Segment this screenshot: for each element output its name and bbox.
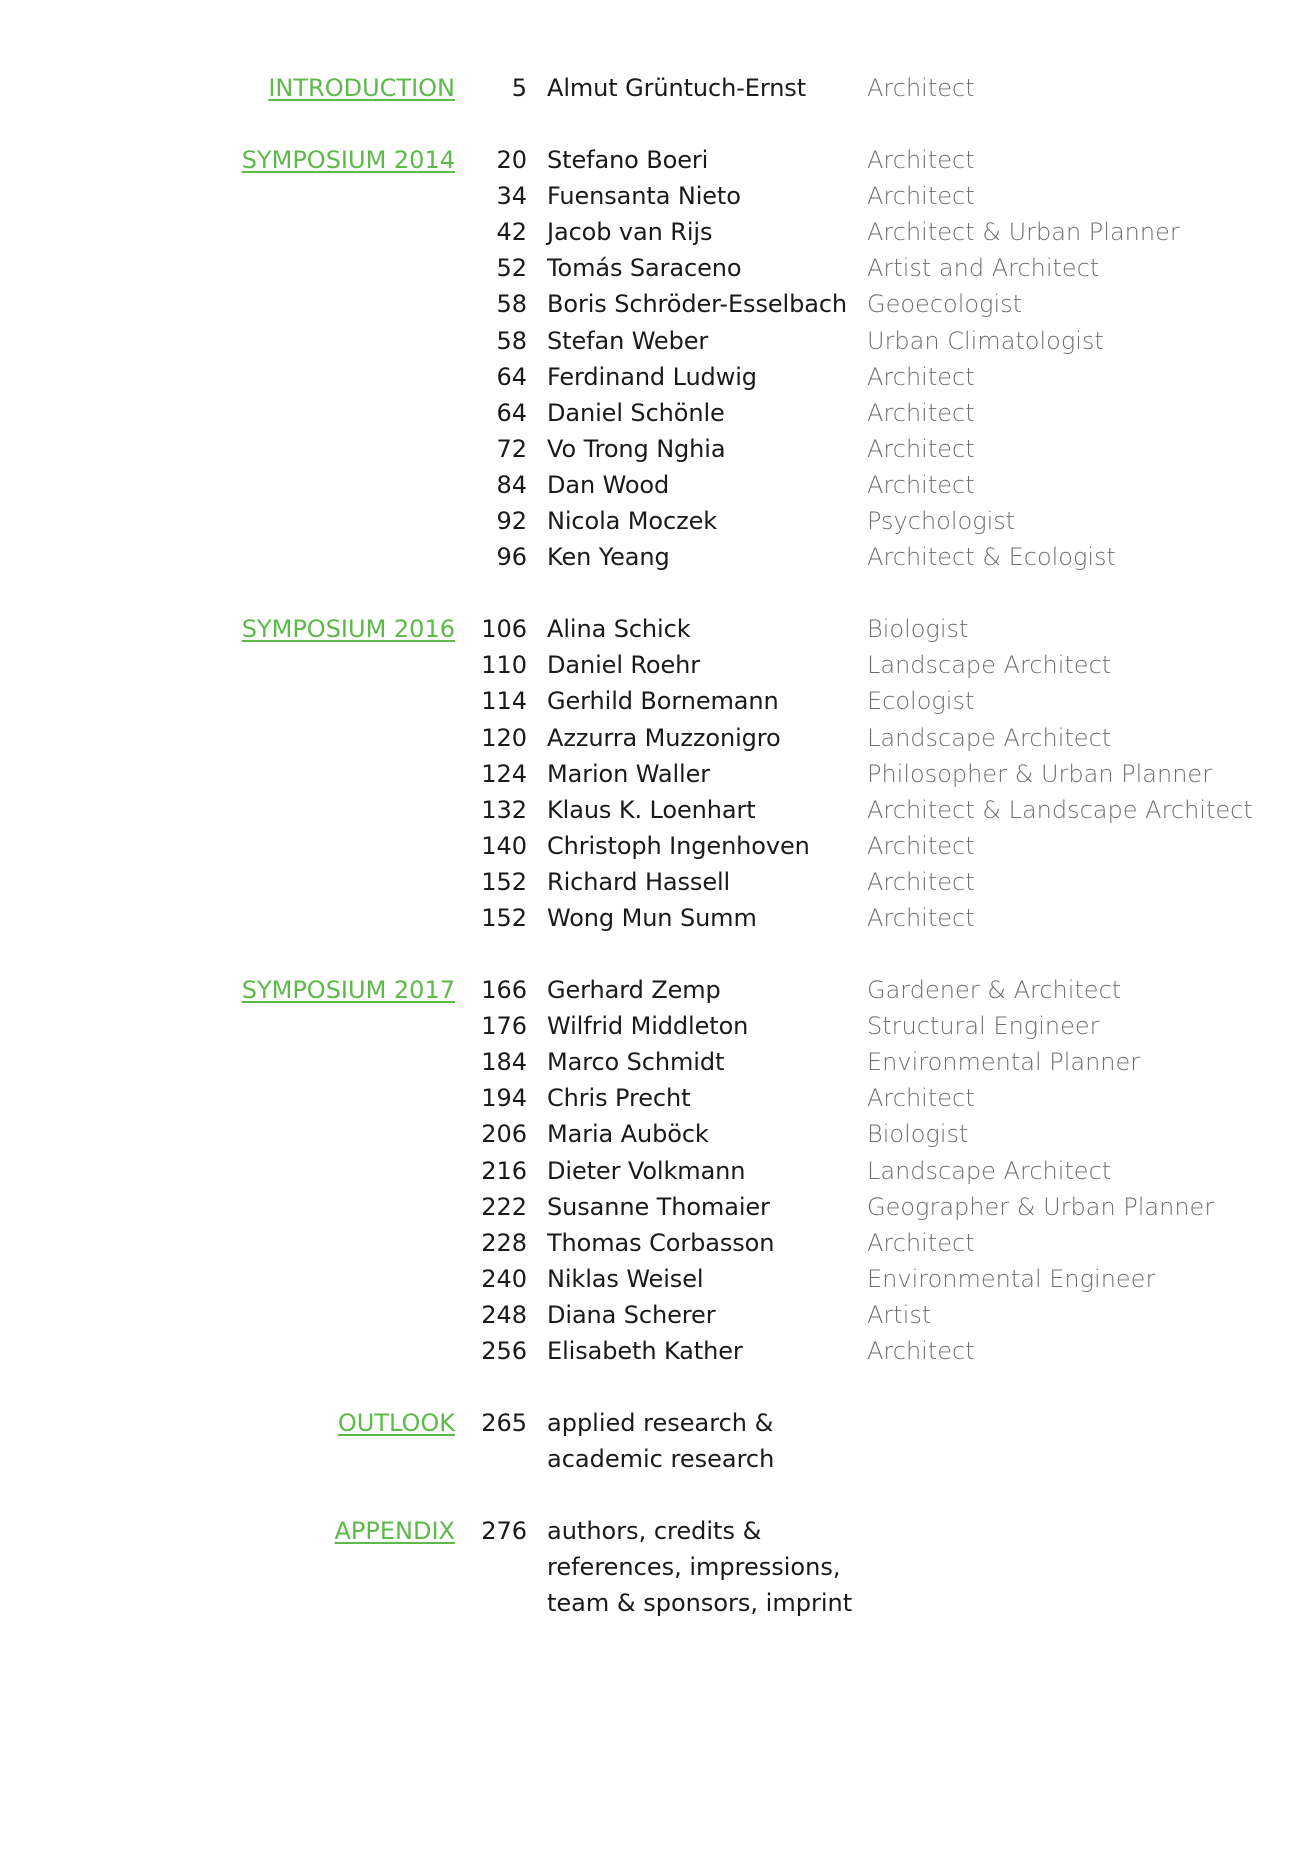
contributor-name: Chris Precht bbox=[547, 1084, 691, 1113]
toc-entry[interactable] bbox=[0, 756, 1300, 792]
contributor-name: Christoph Ingenhoven bbox=[547, 831, 810, 860]
page-number: 124 bbox=[481, 759, 527, 788]
page-number: 152 bbox=[481, 903, 527, 932]
toc-entry[interactable] bbox=[0, 1405, 1300, 1477]
page-number: 110 bbox=[481, 651, 527, 680]
contributor-name: Wilfrid Middleton bbox=[547, 1012, 749, 1041]
section-description-line: references, impressions, bbox=[547, 1553, 841, 1582]
contributor-role: Geoecologist bbox=[867, 290, 1023, 319]
page-number: 96 bbox=[496, 543, 527, 572]
toc-entry[interactable] bbox=[0, 1225, 1300, 1261]
contributor-name: Gerhild Bornemann bbox=[547, 687, 779, 716]
page-number: 20 bbox=[496, 146, 527, 175]
contributor-name: Tomás Saraceno bbox=[547, 254, 742, 283]
toc-entry[interactable] bbox=[0, 1189, 1300, 1225]
contributor-name: Nicola Moczek bbox=[547, 507, 718, 536]
contributor-role: Architect & Landscape Architect bbox=[867, 795, 1253, 824]
contributor-role: Architect & Urban Planner bbox=[867, 218, 1180, 247]
contributor-name: Niklas Weisel bbox=[547, 1264, 704, 1293]
page-number: 256 bbox=[481, 1337, 527, 1365]
contributor-role: Landscape Architect bbox=[867, 1156, 1112, 1185]
page-number: 52 bbox=[496, 254, 527, 283]
page-number: 248 bbox=[481, 1300, 527, 1329]
toc-section-outlook bbox=[0, 1405, 1300, 1477]
contributor-role: Environmental Planner bbox=[867, 1048, 1141, 1077]
page-number: 114 bbox=[481, 687, 527, 716]
page-number: 132 bbox=[481, 795, 527, 824]
toc-entry[interactable] bbox=[0, 250, 1300, 286]
section-title-link[interactable]: OUTLOOK bbox=[337, 1409, 455, 1438]
toc-entry[interactable] bbox=[0, 1116, 1300, 1152]
page-number: 240 bbox=[481, 1264, 527, 1293]
page-number: 216 bbox=[481, 1156, 527, 1185]
page-number: 194 bbox=[481, 1084, 527, 1113]
contributor-role: Architect bbox=[867, 146, 975, 175]
contributor-role: Architect bbox=[867, 831, 975, 860]
contributor-name: Gerhard Zemp bbox=[547, 976, 721, 1005]
page-number: 58 bbox=[496, 326, 527, 355]
section-description-line: applied research & bbox=[547, 1409, 774, 1438]
contributor-role: Philosopher & Urban Planner bbox=[867, 759, 1213, 788]
contributor-role: Gardener & Architect bbox=[867, 976, 1122, 1005]
contributor-name: Azzurra Muzzonigro bbox=[547, 723, 781, 752]
toc-entry[interactable] bbox=[0, 792, 1300, 828]
page-number: 166 bbox=[481, 976, 527, 1005]
toc-entry[interactable] bbox=[0, 503, 1300, 539]
contributor-role: Architect bbox=[867, 398, 975, 427]
contributor-name: Susanne Thomaier bbox=[547, 1192, 770, 1221]
contributor-role: Psychologist bbox=[867, 507, 1016, 536]
contributor-name: Elisabeth Kather bbox=[547, 1337, 743, 1365]
section-description-line: team & sponsors, imprint bbox=[547, 1589, 853, 1618]
contributor-role: Structural Engineer bbox=[867, 1012, 1100, 1041]
toc-entry[interactable] bbox=[0, 1044, 1300, 1080]
contributor-name: Dieter Volkmann bbox=[547, 1156, 746, 1185]
toc-entry[interactable] bbox=[0, 1333, 1300, 1369]
toc-entry[interactable] bbox=[0, 864, 1300, 900]
page-number: 106 bbox=[481, 615, 527, 644]
page-number: 222 bbox=[481, 1192, 527, 1221]
contributor-role: Architect bbox=[867, 470, 975, 499]
toc-entry[interactable] bbox=[0, 1080, 1300, 1116]
section-description-line: academic research bbox=[547, 1445, 775, 1474]
toc-entry[interactable] bbox=[0, 286, 1300, 322]
toc-entry[interactable] bbox=[0, 142, 1300, 178]
contributor-name: Alina Schick bbox=[547, 615, 691, 644]
table-of-contents bbox=[0, 70, 1300, 1658]
toc-section-appendix bbox=[0, 1513, 1300, 1621]
contributor-name: Marco Schmidt bbox=[547, 1048, 725, 1077]
contributor-role: Artist and Architect bbox=[867, 254, 1100, 283]
contributor-name: Dan Wood bbox=[547, 470, 670, 499]
contributor-name: Fuensanta Nieto bbox=[547, 182, 741, 211]
page-number: 64 bbox=[496, 362, 527, 391]
toc-entry[interactable] bbox=[0, 683, 1300, 719]
toc-entry[interactable] bbox=[0, 1153, 1300, 1189]
contributor-role: Architect bbox=[867, 903, 975, 932]
contributor-name: Boris Schröder-Esselbach bbox=[547, 290, 848, 319]
page-number: 5 bbox=[511, 74, 527, 102]
section-title-link[interactable]: SYMPOSIUM 2017 bbox=[241, 976, 455, 1005]
contributor-role: Architect bbox=[867, 74, 975, 102]
contributor-role: Landscape Architect bbox=[867, 723, 1112, 752]
contributor-name: Wong Mun Summ bbox=[547, 903, 757, 932]
contributor-role: Biologist bbox=[867, 1120, 969, 1149]
contributor-role: Artist bbox=[867, 1300, 932, 1329]
contributor-name: Almut Grüntuch-Ernst bbox=[547, 74, 807, 102]
page-number: 42 bbox=[496, 218, 527, 247]
contributor-name: Daniel Roehr bbox=[547, 651, 701, 680]
contributor-role: Landscape Architect bbox=[867, 651, 1112, 680]
contributor-role: Architect bbox=[867, 1337, 975, 1365]
toc-entry[interactable] bbox=[0, 611, 1300, 647]
contributor-name: Jacob van Rijs bbox=[547, 218, 713, 247]
page-number: 84 bbox=[496, 470, 527, 499]
contributor-role: Architect bbox=[867, 434, 975, 463]
contributor-role: Architect bbox=[867, 1084, 975, 1113]
toc-entry[interactable] bbox=[0, 828, 1300, 864]
toc-entry[interactable] bbox=[0, 720, 1300, 756]
toc-entry[interactable] bbox=[0, 1261, 1300, 1297]
contributor-name: Ken Yeang bbox=[547, 543, 670, 572]
section-title-link[interactable]: INTRODUCTION bbox=[268, 74, 455, 102]
page-number: 72 bbox=[496, 434, 527, 463]
contributor-role: Architect & Ecologist bbox=[867, 543, 1116, 572]
contributor-role: Urban Climatologist bbox=[867, 326, 1104, 355]
page-number: 176 bbox=[481, 1012, 527, 1041]
section-title-link[interactable]: SYMPOSIUM 2016 bbox=[241, 615, 455, 644]
contributor-role: Architect bbox=[867, 867, 975, 896]
page-number: 184 bbox=[481, 1048, 527, 1077]
contributor-role: Biologist bbox=[867, 615, 969, 644]
page-number: 140 bbox=[481, 831, 527, 860]
page-number: 265 bbox=[481, 1409, 527, 1438]
contributor-name: Diana Scherer bbox=[547, 1300, 716, 1329]
contributor-name: Richard Hassell bbox=[547, 867, 731, 896]
toc-section-symposium-2017 bbox=[0, 972, 1300, 1369]
page-number: 64 bbox=[496, 398, 527, 427]
section-title-link[interactable]: APPENDIX bbox=[334, 1517, 455, 1546]
toc-entry[interactable] bbox=[0, 395, 1300, 431]
section-description-line: authors, credits & bbox=[547, 1517, 762, 1546]
contributor-name: Maria Auböck bbox=[547, 1120, 709, 1149]
page-number: 58 bbox=[496, 290, 527, 319]
page-number: 276 bbox=[481, 1517, 527, 1546]
toc-entry[interactable] bbox=[0, 647, 1300, 683]
toc-entry[interactable] bbox=[0, 467, 1300, 503]
toc-entry[interactable] bbox=[0, 972, 1300, 1008]
page-number: 120 bbox=[481, 723, 527, 752]
contributor-name: Klaus K. Loenhart bbox=[547, 795, 756, 824]
contributor-name: Vo Trong Nghia bbox=[547, 434, 726, 463]
toc-entry[interactable] bbox=[0, 323, 1300, 359]
contributor-name: Ferdinand Ludwig bbox=[547, 362, 757, 391]
toc-entry[interactable] bbox=[0, 70, 1300, 106]
page-number: 92 bbox=[496, 507, 527, 536]
toc-entry[interactable] bbox=[0, 214, 1300, 250]
toc-section-symposium-2016 bbox=[0, 611, 1300, 936]
toc-entry[interactable] bbox=[0, 1513, 1300, 1621]
toc-entry[interactable] bbox=[0, 178, 1300, 214]
page-number: 228 bbox=[481, 1228, 527, 1257]
contributor-role: Geographer & Urban Planner bbox=[867, 1192, 1215, 1221]
contributor-name: Marion Waller bbox=[547, 759, 711, 788]
page-number: 206 bbox=[481, 1120, 527, 1149]
contributor-role: Architect bbox=[867, 1228, 975, 1257]
toc-entry[interactable] bbox=[0, 359, 1300, 395]
contributor-role: Ecologist bbox=[867, 687, 975, 716]
page-number: 152 bbox=[481, 867, 527, 896]
contributor-name: Daniel Schönle bbox=[547, 398, 725, 427]
toc-section-introduction bbox=[0, 70, 1300, 106]
contributor-name: Thomas Corbasson bbox=[547, 1228, 775, 1257]
toc-entry[interactable] bbox=[0, 431, 1300, 467]
contributor-name: Stefan Weber bbox=[547, 326, 709, 355]
section-title-link[interactable]: SYMPOSIUM 2014 bbox=[241, 146, 455, 175]
toc-entry[interactable] bbox=[0, 900, 1300, 936]
toc-entry[interactable] bbox=[0, 1008, 1300, 1044]
contributor-role: Architect bbox=[867, 182, 975, 211]
toc-entry[interactable] bbox=[0, 1297, 1300, 1333]
toc-entry[interactable] bbox=[0, 539, 1300, 575]
contributor-role: Architect bbox=[867, 362, 975, 391]
page-number: 34 bbox=[496, 182, 527, 211]
contributor-role: Environmental Engineer bbox=[867, 1264, 1156, 1293]
contributor-name: Stefano Boeri bbox=[547, 146, 709, 175]
toc-section-symposium-2014 bbox=[0, 142, 1300, 575]
